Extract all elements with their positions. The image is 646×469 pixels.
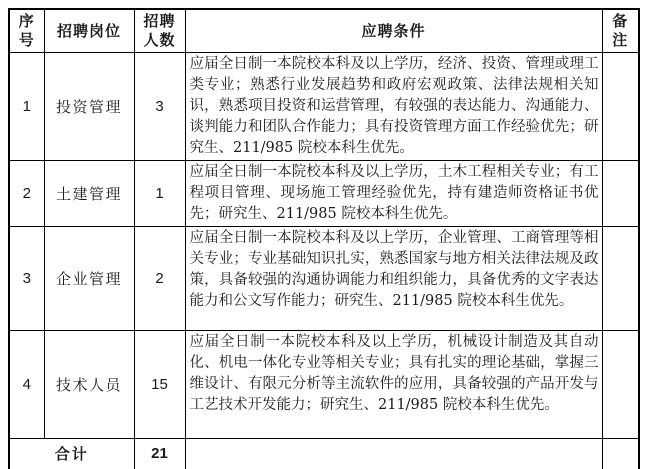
row-1-conditions: 应届全日制一本院校本科及以上学历，经济、投资、管理或理工类专业；熟悉行业发展趋势和政府宏观政策、法律法规相关知识，熟悉项目投资和运营管理，有较强的表达能力、沟通能力、谈判能力和团队合作能力；具有投资管理方面工作经验优先；研究生、211/985 院校本科生优先。 — [185, 53, 602, 161]
col-header-conditions: 应聘条件 — [185, 9, 602, 53]
table-header-row — [9, 9, 639, 53]
row-4-serial-no: 4 — [9, 331, 44, 439]
total-conditions-empty — [185, 439, 602, 469]
table-row-3 — [9, 227, 639, 331]
total-headcount: 21 — [134, 439, 185, 469]
row-1-remarks — [602, 53, 639, 161]
col-header-serial-no: 序号 — [9, 9, 44, 53]
row-4-remarks — [602, 331, 639, 439]
row-3-serial-no: 3 — [9, 227, 44, 331]
col-header-remarks: 备注 — [602, 9, 639, 53]
row-3-position: 企业管理 — [44, 227, 134, 331]
row-2-headcount: 1 — [134, 161, 185, 227]
col-header-position: 招聘岗位 — [44, 9, 134, 53]
row-4-conditions: 应届全日制一本院校本科及以上学历，机械设计制造及其自动化、机电一体化专业等相关专业；具有扎实的理论基础，掌握三维设计、有限元分析等主流软件的应用，具备较强的产品开发与工艺技术开发能力；研究生、211/985 院校本科生优先。 — [185, 331, 602, 439]
row-3-remarks — [602, 227, 639, 331]
table-row-2 — [9, 161, 639, 227]
row-2-position: 土建管理 — [44, 161, 134, 227]
row-4-headcount: 15 — [134, 331, 185, 439]
table-row-1 — [9, 53, 639, 161]
table-total-row — [9, 439, 639, 469]
row-2-conditions: 应届全日制一本院校本科及以上学历，土木工程相关专业；有工程项目管理、现场施工管理经验优先，持有建造师资格证书优先；研究生、211/985 院校本科生优先。 — [185, 161, 602, 227]
row-3-conditions: 应届全日制一本院校本科及以上学历，企业管理、工商管理等相关专业；专业基础知识扎实，熟悉国家与地方相关法律法规及政策，具备较强的沟通协调能力和组织能力，具备优秀的文字表达能力和公文写作能力；研究生、211/985 院校本科生优先。 — [185, 227, 602, 331]
row-2-serial-no: 2 — [9, 161, 44, 227]
total-label: 合计 — [9, 439, 134, 469]
recruitment-table — [8, 8, 640, 469]
col-header-headcount: 招聘人数 — [134, 9, 185, 53]
row-1-headcount: 3 — [134, 53, 185, 161]
row-1-position: 投资管理 — [44, 53, 134, 161]
row-4-position: 技术人员 — [44, 331, 134, 439]
row-3-headcount: 2 — [134, 227, 185, 331]
total-remarks-empty — [602, 439, 639, 469]
table-row-4 — [9, 331, 639, 439]
row-1-serial-no: 1 — [9, 53, 44, 161]
row-2-remarks — [602, 161, 639, 227]
